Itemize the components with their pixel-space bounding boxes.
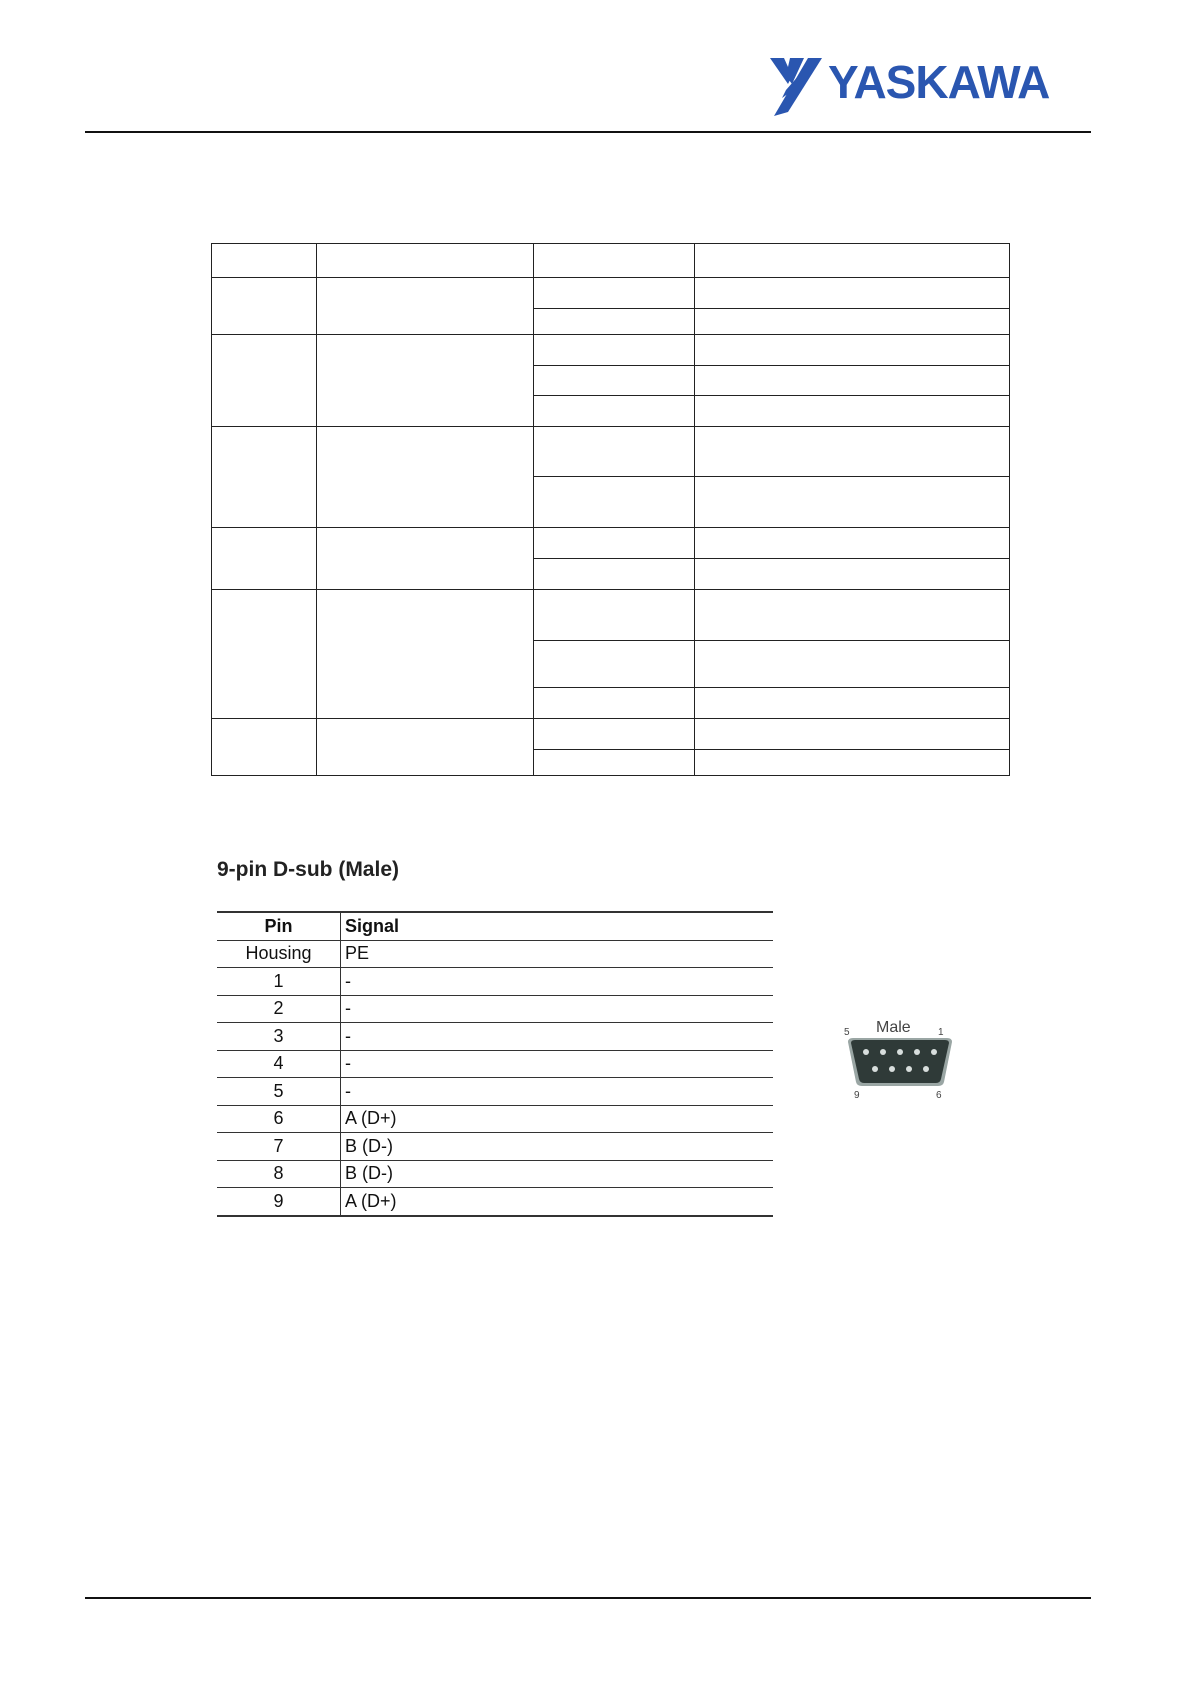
grid-cell (695, 750, 1010, 776)
grid-cell (695, 309, 1010, 335)
pin-cell: 3 (217, 1023, 341, 1051)
signal-cell: B (D-) (341, 1133, 774, 1161)
grid-cell (317, 278, 534, 335)
grid-cell (695, 244, 1010, 278)
header-rule (85, 131, 1091, 133)
pin-label-1: 1 (938, 1027, 944, 1038)
signal-column-header: Signal (341, 912, 774, 940)
pinout-table (217, 911, 773, 1217)
pin-label-5: 5 (844, 1027, 850, 1038)
grid-cell (695, 427, 1010, 477)
grid-cell (695, 559, 1010, 590)
grid-cell (317, 528, 534, 590)
grid-cell (695, 641, 1010, 688)
table-row (217, 940, 773, 968)
svg-text:YASKAWA: YASKAWA (828, 56, 1050, 108)
grid-cell (317, 590, 534, 719)
grid-cell (695, 396, 1010, 427)
table-row (217, 1023, 773, 1051)
connector-label: Male (876, 1019, 911, 1036)
table-row (217, 1160, 773, 1188)
grid-cell (534, 278, 695, 309)
connector-body (851, 1040, 949, 1083)
signal-cell: - (341, 1023, 774, 1051)
pin-cell: 7 (217, 1133, 341, 1161)
signal-cell: A (D+) (341, 1188, 774, 1216)
grid-cell (317, 427, 534, 528)
spec-grid-table (211, 243, 1010, 776)
signal-cell: - (341, 1050, 774, 1078)
grid-cell (212, 244, 317, 278)
signal-cell: - (341, 1078, 774, 1106)
pin-label-9: 9 (854, 1090, 860, 1100)
pin-label-6: 6 (936, 1090, 942, 1100)
grid-cell (534, 244, 695, 278)
grid-cell (534, 396, 695, 427)
table-row (217, 1105, 773, 1133)
pin-cell: 9 (217, 1188, 341, 1216)
signal-cell: A (D+) (341, 1105, 774, 1133)
pin-cell: Housing (217, 940, 341, 968)
grid-cell (695, 688, 1010, 719)
grid-cell (534, 590, 695, 641)
grid-cell (695, 477, 1010, 528)
pin-cell: 4 (217, 1050, 341, 1078)
grid-cell (534, 750, 695, 776)
grid-cell (695, 590, 1010, 641)
pinout-title: 9-pin D-sub (Male) (217, 858, 399, 881)
grid-cell (534, 719, 695, 750)
table-row (217, 1050, 773, 1078)
footer-rule (85, 1597, 1091, 1599)
grid-cell (534, 427, 695, 477)
grid-cell (695, 719, 1010, 750)
pin-column-header: Pin (217, 912, 341, 940)
grid-cell (534, 641, 695, 688)
grid-cell (212, 528, 317, 590)
signal-cell: - (341, 995, 774, 1023)
grid-cell (317, 719, 534, 776)
grid-cell (534, 335, 695, 366)
grid-cell (212, 278, 317, 335)
pin-cell: 2 (217, 995, 341, 1023)
grid-cell (317, 335, 534, 427)
grid-cell (212, 335, 317, 427)
grid-cell (695, 366, 1010, 396)
grid-cell (695, 335, 1010, 366)
signal-cell: - (341, 968, 774, 996)
table-row (217, 1188, 773, 1216)
table-row (217, 995, 773, 1023)
pin-cell: 8 (217, 1160, 341, 1188)
pin-cell: 1 (217, 968, 341, 996)
grid-cell (317, 244, 534, 278)
signal-cell: PE (341, 940, 774, 968)
grid-cell (534, 366, 695, 396)
table-row (217, 968, 773, 996)
signal-cell: B (D-) (341, 1160, 774, 1188)
grid-cell (534, 528, 695, 559)
pin-cell: 5 (217, 1078, 341, 1106)
table-row (217, 1078, 773, 1106)
grid-cell (212, 427, 317, 528)
grid-cell (695, 278, 1010, 309)
yaskawa-logo (770, 54, 1095, 118)
grid-cell (212, 719, 317, 776)
table-row (217, 1133, 773, 1161)
dsub-connector-illustration (840, 1012, 960, 1100)
grid-cell (534, 688, 695, 719)
grid-cell (534, 477, 695, 528)
grid-cell (534, 559, 695, 590)
grid-cell (695, 528, 1010, 559)
grid-cell (212, 590, 317, 719)
pin-cell: 6 (217, 1105, 341, 1133)
grid-cell (534, 309, 695, 335)
